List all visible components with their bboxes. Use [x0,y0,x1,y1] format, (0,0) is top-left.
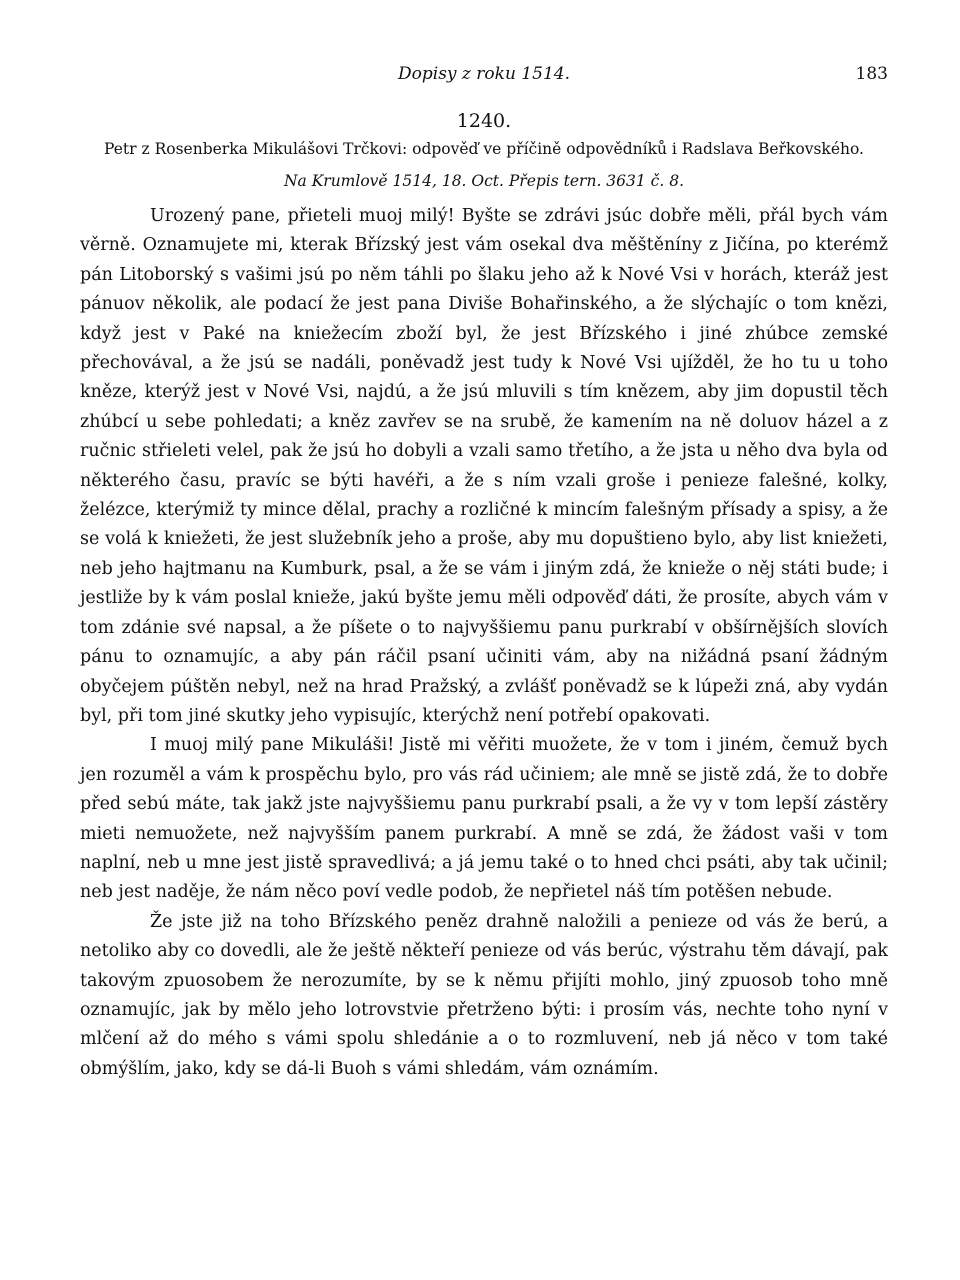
letter-body [80,202,888,1084]
running-title: Dopisy z roku 1514. [398,64,570,84]
paragraph-3: Že jste již na toho Břízského peněz drahně naložili a penieze od vás že berú, a netoliko aby co dovedli, ale že ještě někteří penieze od vás berúc, výstrahu těm dávají, pak takovým zpuosobem že nerozumíte, by se k němu přijíti mohlo, jiný zpuosob toho mně oznamujíc, jak by mělo jeho lotrovstvie přetrženo býti: i prosím vás, nechte toho nyní v mlčení až do mého s vámi spolu shledánie a o to rozmluvení, neb já něco v tom také obmýšlím, jako, kdy se dá-li Buoh s vámi shledám, vám oznámím. [80,911,888,1079]
document-number: 1240. [456,110,512,132]
document-summary: Petr z Rosenberka Mikulášovi Trčkovi: odpověď ve příčině odpovědníků i Radslava Beřkovského. [104,140,864,158]
paragraph-2: I muoj milý pane Mikuláši! Jistě mi věřiti muožete, že v tom i jiném, čemuž bych jen rozuměl a vám k prospěchu bylo, pro vás rád učiniem; ale mně se jistě zdá, že to dobře před sebú máte, tak jakž jste najvyššiemu panu purkrabí psali, a že vy v tom lepší zástěry mieti nemuožete, než najvyšším panem purkrabí. A mně se zdá, že žádost vaši v tom naplní, neb u mne jest jistě spravedlivá; a já jemu také o to hned chci psáti, aby tak učinil; neb jest naděje, že nám něco poví vedle podob, že nepřietel náš tím potěšen nebude. [80,735,888,903]
running-header [80,56,888,90]
page-number: 183 [855,64,888,84]
document-place-date: Na Krumlově 1514, 18. Oct. Přepis tern. 3631 č. 8. [283,172,684,190]
paragraph-1: Urozený pane, přieteli muoj milý! Byšte se zdrávi jsúc dobře měli, přál bych vám věrně. Oznamujete mi, kterak Břízský jest vám osekal dva měštěníny z Jičína, po kterémž pán Litoborský s vašimi jsú po něm táhli po šlaku jeho až k Nové Vsi v horách, kteráž jest pánuov několik, ale podací že jest pana Diviše Bohařinského, a že slýchajíc o tom knězi, když jest v Paké na kniežecím zboží byl, že jest Břízského i jiné zhúbce zemské přechovával, a že jsú se nadáli, poněvadž jest tudy k Nové Vsi ujížděl, že ho tu u toho kněze, kterýž jest v Nové Vsi, najdú, a že jsú mluvili s tím knězem, aby jim dopustil těch zhúbcí u sebe pohledati; a kněz zavřev se na srubě, že kamením na ně doluov házel a z ručnic střieleti velel, pak že jsú ho dobyli a vzali samo třetího, a že jsta u něho dva byla od některého času, pravíc se býti havéři, a že s ním vzali groše i penieze falešné, kolky, želézce, kterýmiž ty mince dělal, prachy a rozličné k mincím falešným přísady a spisy, a že se volá k kniežeti, že jest služebník jeho a proše, aby mu dopuštieno bylo, aby list kniežeti, neb jeho hajtmanu na Kumburk, psal, a že se vám i jiným zdá, že knieže o něj státi bude; i jestliže by k vám poslal knieže, jakú byšte jemu měli odpověď dáti, že prosíte, abych vám v tom zdánie své napsal, a že píšete o to najvyššiemu panu purkrabí v obšírnějších slovích pánu to oznamujíc, a aby pán ráčil psaní učiniti vám, aby na nižádná psaní žádným obyčejem púštěn nebyl, než na hrad Pražský, a zvlášť poněvadž se k lúpeži zná, aby vydán byl, při tom jiné skutky jeho vypisujíc, kterýchž není potřebí opakovati. [80,206,888,726]
book-page [80,56,888,1084]
